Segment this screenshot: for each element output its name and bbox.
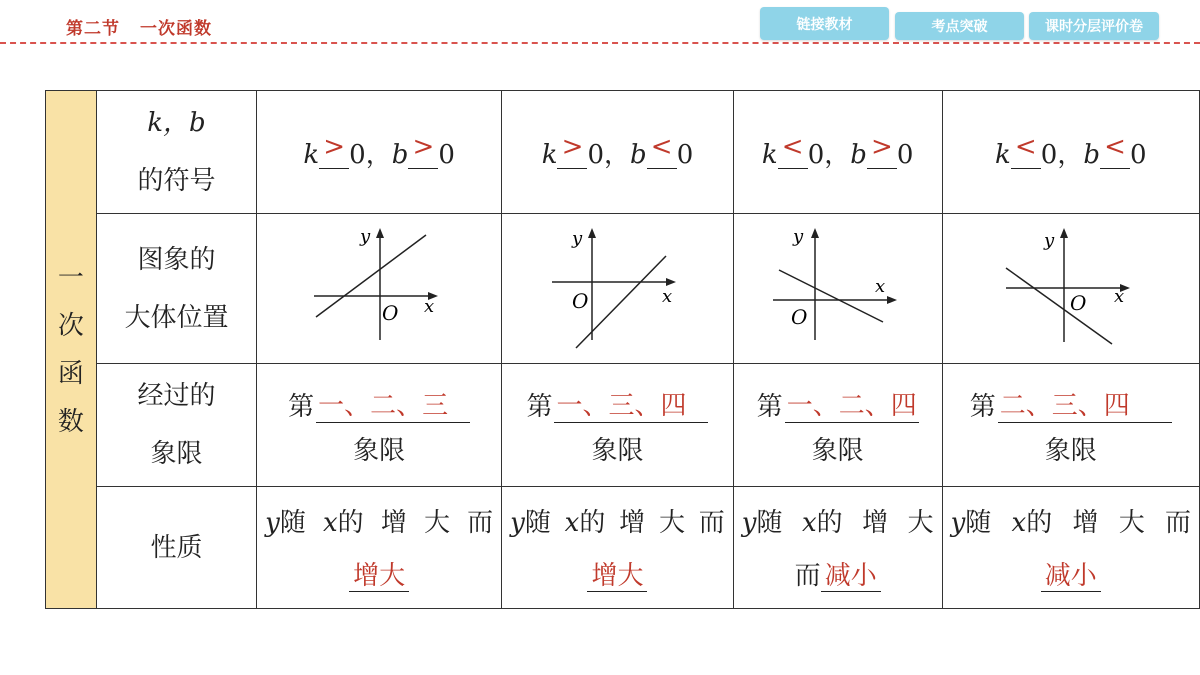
answer-blank: 增大 [587,561,647,592]
sign-cell: k < 0，b < 0 [942,91,1199,214]
row-head-signs [96,91,256,214]
side-char: 次 [57,310,84,341]
answer-blank: 减小 [1041,561,1101,592]
linear-function-table [45,90,1200,609]
table-row-signs [46,91,1200,214]
x-axis-label: x [424,296,435,317]
row-head-text: 的符号 [137,166,216,196]
quadrant-cell: 第 二、三、四 象限 [942,364,1199,487]
y-axis-label: y [572,228,583,249]
answer-blank: > [408,142,438,169]
answer-blank: 增大 [349,561,409,592]
answer-blank: 减小 [821,561,881,592]
graph-k-neg-b-neg [996,220,1146,350]
side-label-cell [46,91,97,609]
answer-blank: < [1100,142,1130,169]
answer-blank: 一、三、四 [554,385,708,423]
section-label: 第二节 [66,19,120,39]
origin-label: O [790,305,808,329]
sign-cell: k > 0，b > 0 [257,91,502,214]
answer-blank: 二、三、四 [998,385,1172,423]
row-head-text: 大体位置 [124,302,229,333]
property-cell: y随 x的 增 大 而 减小 [942,487,1199,609]
answer-blank: < [647,142,677,169]
answer-blank: > [319,142,349,169]
quadrant-cell: 第 一、三、四 象限 [502,364,734,487]
answer-blank: < [1011,142,1041,169]
graph-cell [502,214,734,364]
y-axis-label: y [792,226,803,247]
table-row-quadrants [46,364,1200,487]
answer-blank: > [557,142,587,169]
key-points-button[interactable]: 考点突破 [895,12,1024,40]
graph-cell [257,214,502,364]
graph-cell [942,214,1199,364]
origin-label: O [572,289,589,313]
side-char: 函 [57,358,84,389]
x-axis-label: x [874,276,885,297]
y-axis-label: y [360,226,371,247]
sign-cell: k < 0，b > 0 [733,91,942,214]
quadrant-cell: 第 一、二、四 象限 [733,364,942,487]
graph-k-pos-b-pos [304,220,454,350]
answer-blank: < [778,142,808,169]
graph-cell [733,214,942,364]
row-head-properties: 性质 [96,487,256,609]
answer-blank: 一、二、三 [316,385,470,423]
graph-k-pos-b-neg [542,220,692,350]
property-cell: y随 x的 增 大 而 增大 [257,487,502,609]
x-axis-label: x [1113,286,1124,307]
row-head-text: 象限 [150,439,203,469]
sign-cell: k > 0，b < 0 [502,91,734,214]
page-header-title [66,14,212,39]
property-cell: y随 x的 增 大 而 减小 [733,487,942,609]
header-divider [0,42,1200,44]
origin-label: O [1069,291,1087,315]
quadrant-cell: 第 一、二、三 象限 [257,364,502,487]
row-head-text: 经过的 [137,381,216,411]
row-head-graphs [96,214,256,364]
side-char: 数 [57,406,84,437]
origin-label: O [382,301,399,325]
answer-blank: 一、二、四 [785,385,919,423]
table-row-properties [46,487,1200,609]
x-axis-label: x [662,286,673,307]
y-axis-label: y [1043,230,1054,251]
evaluation-button[interactable]: 课时分层评价卷 [1029,12,1159,40]
row-head-text: 图象的 [137,244,216,275]
side-char: 一 [57,262,84,293]
link-textbook-button[interactable]: 链接教材 [760,7,889,40]
property-cell: y随 x的 增 大 而 增大 [502,487,734,609]
graph-k-neg-b-pos [763,220,913,350]
row-head-text: k，b [147,108,206,138]
chapter-title: 一次函数 [140,19,212,39]
table-row-graphs [46,214,1200,364]
row-head-quadrants [96,364,256,487]
answer-blank: > [867,142,897,169]
